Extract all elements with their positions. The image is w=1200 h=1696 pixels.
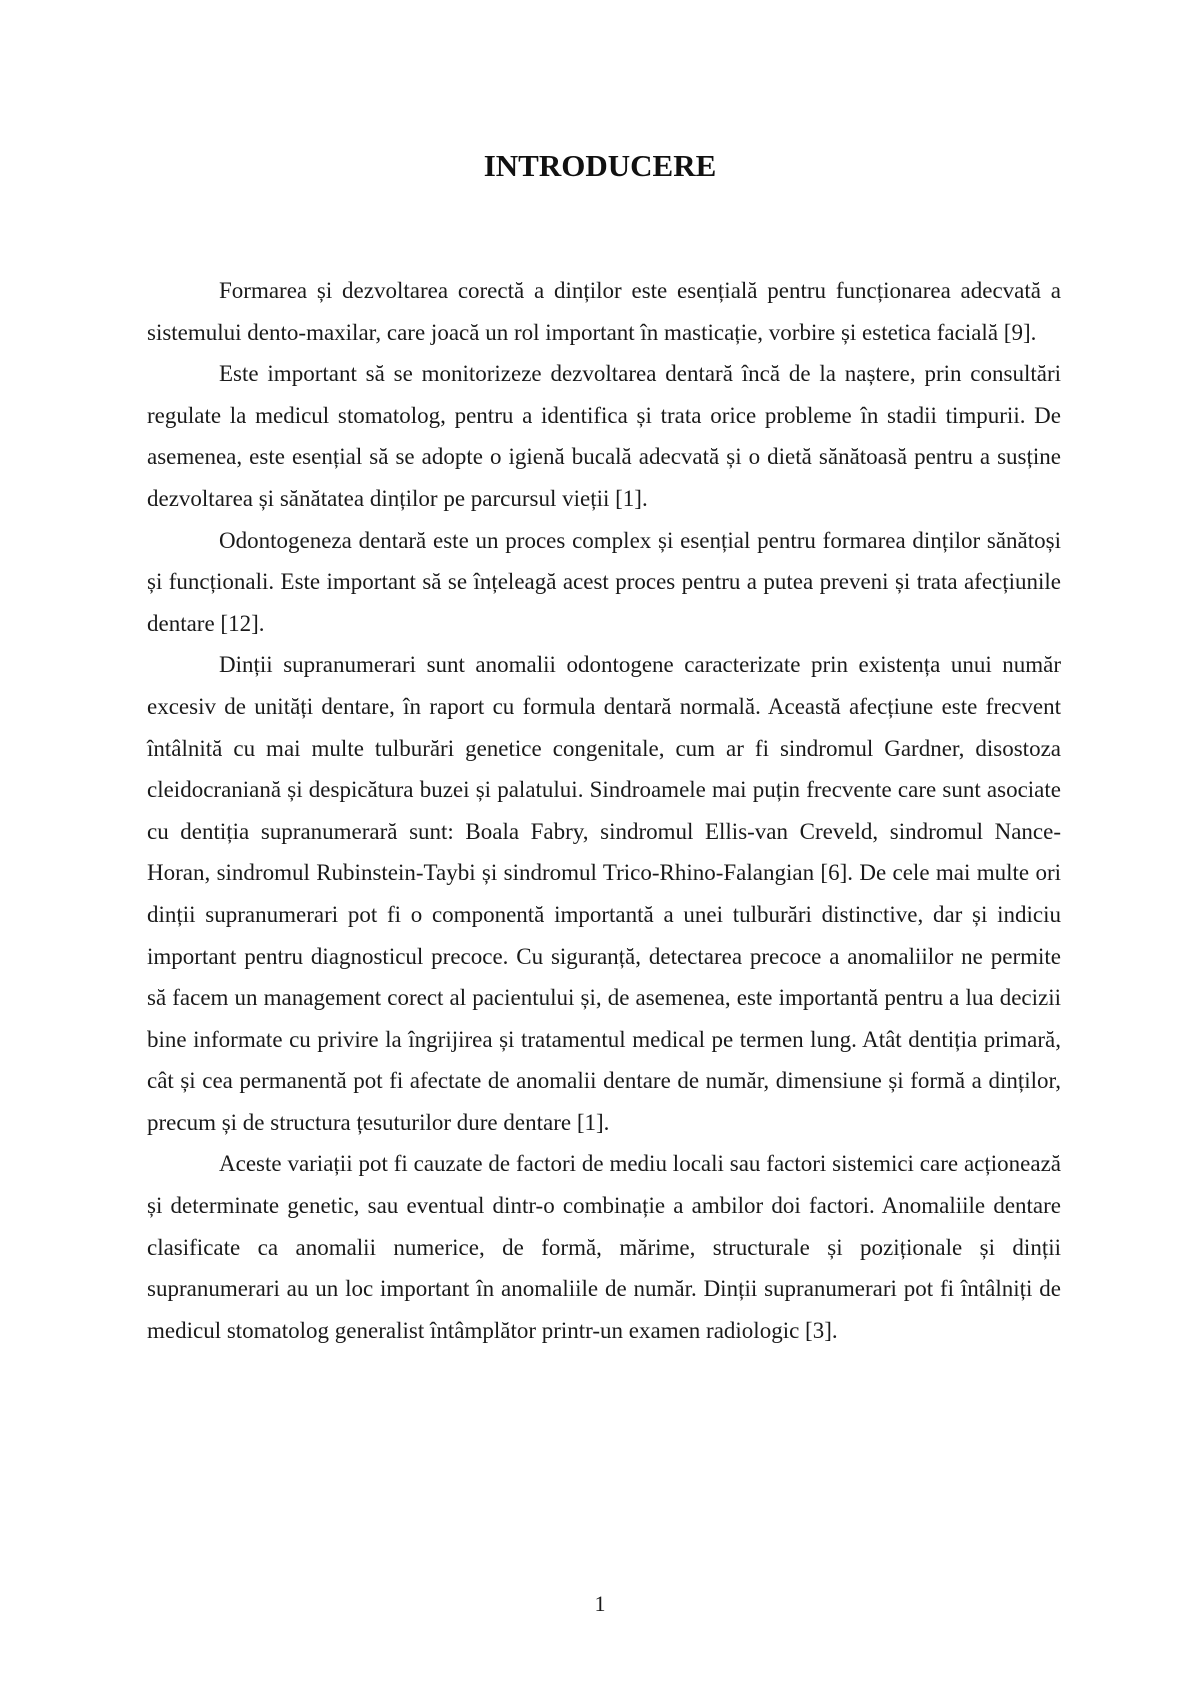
paragraph: Aceste variații pot fi cauzate de factori de mediu locali sau factori sistemici care acționează și determinate genetic, sau eventual dintr-o combinație a ambilor doi factori. Anomaliile dentare clasificate ca anomalii numerice, de formă, mărime, structurale și poziționale și dinții supranumerari au un loc important în anomaliile de număr. Dinții supranumerari pot fi întâlniți de medicul stomatolog generalist întâmplător printr-un examen radiologic [3]. (147, 1151, 1061, 1343)
document-body (147, 270, 1061, 1351)
paragraph: Formarea și dezvoltarea corectă a dinților este esențială pentru funcționarea adecvată a sistemului dento-maxilar, care joacă un rol important în masticație, vorbire și estetica facială [9]. (147, 278, 1061, 345)
page-title: INTRODUCERE (483, 148, 717, 183)
paragraph: Este important să se monitorizeze dezvoltarea dentară încă de la naștere, prin consultări regulate la medicul stomatolog, pentru a identifica și trata orice probleme în stadii timpurii. De asemenea, este esențial să se adopte o igienă bucală adecvată și o dietă sănătoasă pentru a susține dezvoltarea și sănătatea dinților pe parcursul vieții [1]. (147, 361, 1061, 511)
paragraph: Dinții supranumerari sunt anomalii odontogene caracterizate prin existența unui număr excesiv de unități dentare, în raport cu formula dentară normală. Această afecțiune este frecvent întâlnită cu mai multe tulburări genetice congenitale, cum ar fi sindromul Gardner, disostoza cleidocraniană și despicătura buzei și palatului. Sindroamele mai puțin frecvente care sunt asociate cu dentiția supranumerară sunt: Boala Fabry, sindromul Ellis-van Creveld, sindromul Nance-Horan, sindromul Rubinstein-Taybi și sindromul Trico-Rhino-Falangian [6]. De cele mai multe ori dinții supranumerari pot fi o componentă importantă a unei tulburări distinctive, dar și indiciu important pentru diagnosticul precoce. Cu siguranță, detectarea precoce a anomaliilor ne permite să facem un management corect al pacientului și, de asemenea, este importantă pentru a lua decizii bine informate cu privire la îngrijirea și tratamentul medical pe termen lung. Atât dentiția primară, cât și cea permanentă pot fi afectate de anomalii dentare de număr, dimensiune și formă a dinților, precum și de structura țesuturilor dure dentare [1]. (147, 652, 1061, 1135)
page-number: 1 (594, 1591, 606, 1616)
paragraph: Odontogeneza dentară este un proces complex și esențial pentru formarea dinților sănătoși și funcționali. Este important să se înțeleagă acest proces pentru a putea preveni și trata afecțiunile dentare [12]. (147, 527, 1061, 636)
